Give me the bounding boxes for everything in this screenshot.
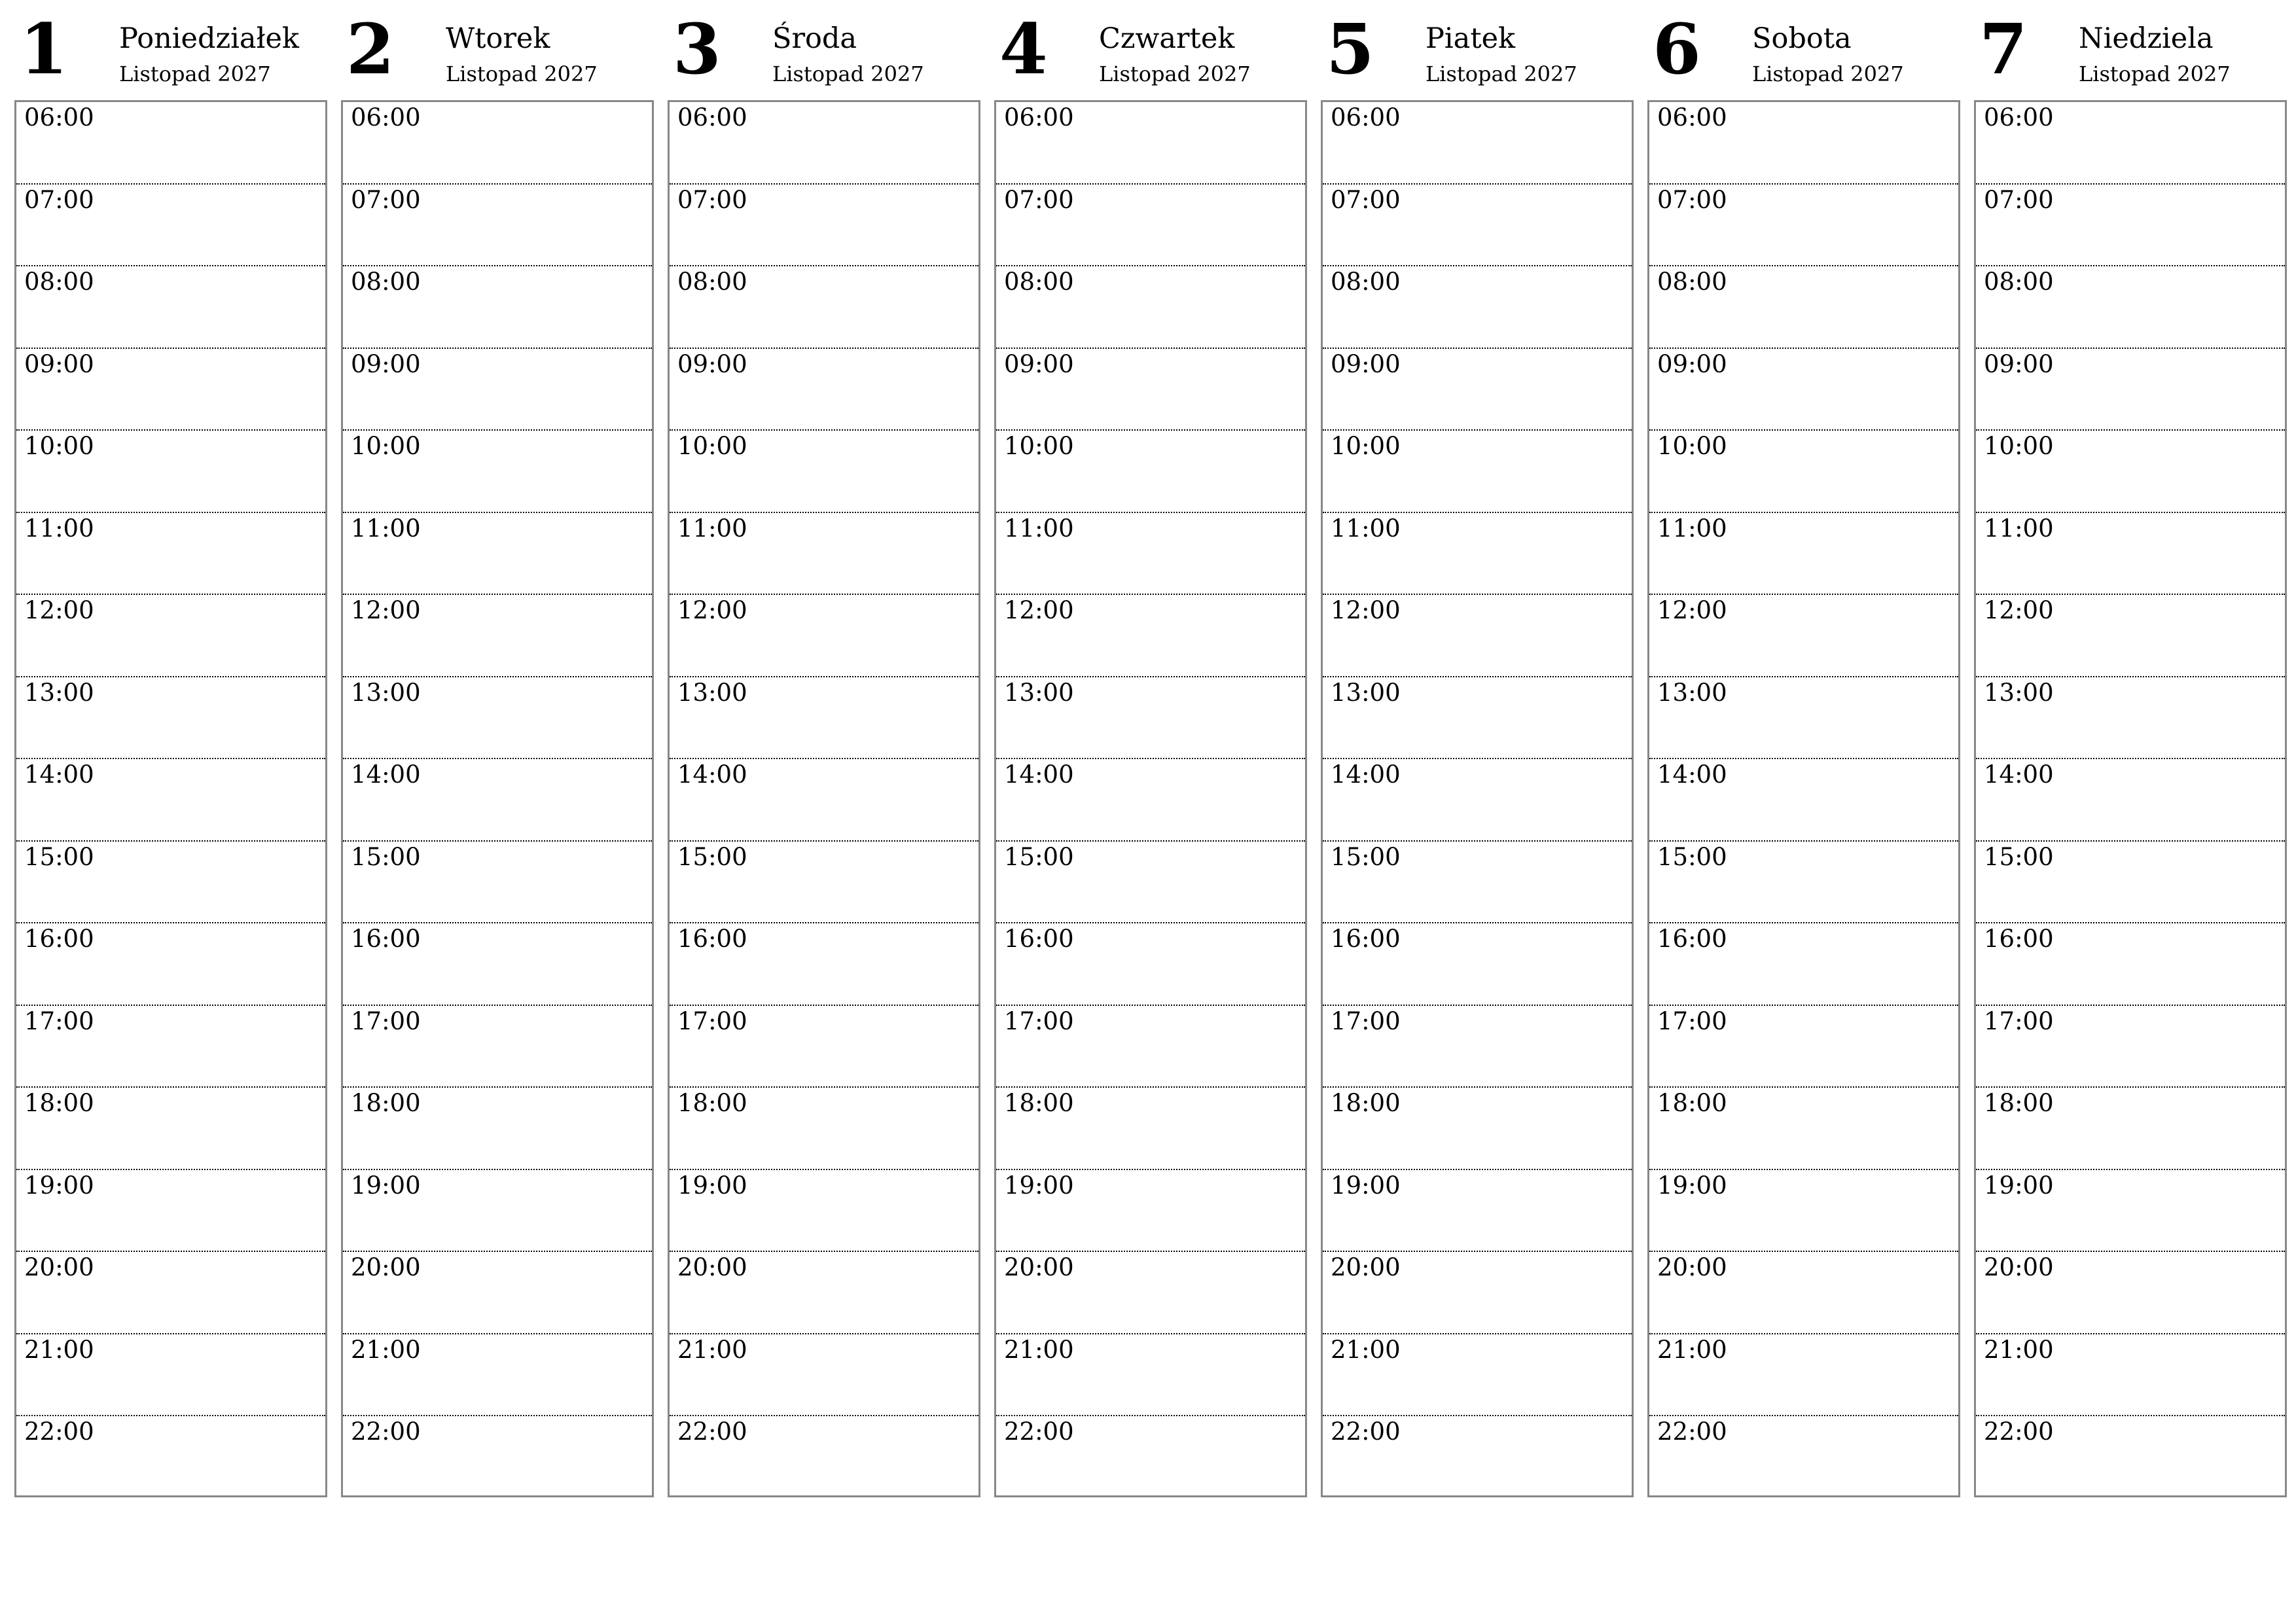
day-header bbox=[1647, 0, 1960, 101]
hour-slot[interactable] bbox=[1649, 1006, 1958, 1088]
hour-label: 14:00 bbox=[351, 760, 421, 789]
hour-slot[interactable] bbox=[1649, 349, 1958, 431]
hour-label: 14:00 bbox=[1984, 760, 2054, 789]
hour-slot[interactable] bbox=[1976, 1088, 2285, 1170]
hour-label: 21:00 bbox=[677, 1335, 747, 1364]
hour-slot[interactable] bbox=[670, 431, 978, 513]
hour-slot[interactable] bbox=[996, 1416, 1305, 1499]
hour-label: 06:00 bbox=[1004, 103, 1074, 132]
hour-slot[interactable] bbox=[1976, 1006, 2285, 1088]
hour-slot[interactable] bbox=[1649, 759, 1958, 842]
hour-label: 21:00 bbox=[351, 1335, 421, 1364]
day-schedule-box bbox=[1647, 100, 1960, 1497]
hour-slot[interactable] bbox=[996, 266, 1305, 349]
hour-slot[interactable] bbox=[670, 1416, 978, 1499]
hour-label: 11:00 bbox=[1657, 514, 1727, 543]
hour-slot[interactable] bbox=[670, 1006, 978, 1088]
hour-slot[interactable] bbox=[1649, 431, 1958, 513]
hour-label: 11:00 bbox=[1331, 514, 1401, 543]
hour-slot[interactable] bbox=[1323, 1170, 1632, 1253]
hour-slot[interactable] bbox=[343, 513, 652, 596]
hour-slot[interactable] bbox=[16, 677, 325, 760]
hour-slot[interactable] bbox=[1976, 759, 2285, 842]
hour-label: 06:00 bbox=[677, 103, 747, 132]
hour-label: 08:00 bbox=[1657, 268, 1727, 296]
day-schedule-box bbox=[341, 100, 654, 1497]
hour-label: 15:00 bbox=[677, 842, 747, 871]
hour-slot[interactable] bbox=[670, 513, 978, 596]
hour-label: 20:00 bbox=[24, 1253, 94, 1281]
hour-label: 21:00 bbox=[1004, 1335, 1074, 1364]
hour-label: 08:00 bbox=[1004, 268, 1074, 296]
hour-label: 20:00 bbox=[351, 1253, 421, 1281]
hour-slot[interactable] bbox=[16, 923, 325, 1006]
hour-slot[interactable] bbox=[996, 677, 1305, 760]
hour-label: 12:00 bbox=[351, 596, 421, 624]
hour-label: 19:00 bbox=[1984, 1171, 2054, 1200]
hour-label: 09:00 bbox=[351, 349, 421, 378]
hour-slot[interactable] bbox=[1649, 513, 1958, 596]
hour-slot[interactable] bbox=[343, 349, 652, 431]
hour-slot[interactable] bbox=[16, 1252, 325, 1334]
hour-label: 14:00 bbox=[24, 760, 94, 789]
hour-label: 18:00 bbox=[677, 1089, 747, 1117]
hour-slot[interactable] bbox=[1976, 185, 2285, 267]
hour-slot[interactable] bbox=[343, 266, 652, 349]
day-name: Sobota bbox=[1752, 22, 1852, 55]
hour-slot[interactable] bbox=[996, 1006, 1305, 1088]
hour-label: 19:00 bbox=[1004, 1171, 1074, 1200]
day-number: 4 bbox=[999, 8, 1048, 90]
day-name: Czwartek bbox=[1099, 22, 1235, 55]
hour-slot[interactable] bbox=[996, 923, 1305, 1006]
hour-label: 06:00 bbox=[1331, 103, 1401, 132]
hour-label: 13:00 bbox=[351, 678, 421, 707]
hour-slot[interactable] bbox=[1649, 595, 1958, 677]
day-schedule-box bbox=[668, 100, 980, 1497]
hour-label: 11:00 bbox=[1004, 514, 1074, 543]
hour-label: 09:00 bbox=[1331, 349, 1401, 378]
hour-slot[interactable] bbox=[1323, 266, 1632, 349]
hour-label: 15:00 bbox=[1984, 842, 2054, 871]
hour-slot[interactable] bbox=[670, 923, 978, 1006]
hour-slot[interactable] bbox=[1976, 1334, 2285, 1417]
hour-slot[interactable] bbox=[996, 595, 1305, 677]
hour-label: 07:00 bbox=[351, 185, 421, 214]
hour-label: 16:00 bbox=[351, 925, 421, 953]
hour-label: 20:00 bbox=[1331, 1253, 1401, 1281]
day-column bbox=[994, 0, 1307, 1446]
hour-label: 20:00 bbox=[1984, 1253, 2054, 1281]
hour-slot[interactable] bbox=[1976, 595, 2285, 677]
hour-label: 17:00 bbox=[1657, 1007, 1727, 1035]
hour-label: 06:00 bbox=[1657, 103, 1727, 132]
hour-label: 08:00 bbox=[1331, 268, 1401, 296]
hour-label: 10:00 bbox=[351, 432, 421, 460]
hour-label: 10:00 bbox=[1004, 432, 1074, 460]
hour-label: 21:00 bbox=[1657, 1335, 1727, 1364]
hour-label: 16:00 bbox=[677, 925, 747, 953]
hour-slot[interactable] bbox=[670, 1334, 978, 1417]
hour-label: 17:00 bbox=[351, 1007, 421, 1035]
hour-slot[interactable] bbox=[343, 595, 652, 677]
day-month-label: Listopad 2027 bbox=[1752, 62, 1904, 86]
hour-slot[interactable] bbox=[996, 431, 1305, 513]
hour-label: 18:00 bbox=[1984, 1089, 2054, 1117]
hour-label: 16:00 bbox=[1984, 925, 2054, 953]
hour-label: 14:00 bbox=[1004, 760, 1074, 789]
hour-slot[interactable] bbox=[343, 677, 652, 760]
day-month-label: Listopad 2027 bbox=[2079, 62, 2231, 86]
hour-label: 09:00 bbox=[24, 349, 94, 378]
hour-slot[interactable] bbox=[1649, 185, 1958, 267]
hour-label: 13:00 bbox=[1004, 678, 1074, 707]
hour-label: 19:00 bbox=[1657, 1171, 1727, 1200]
hour-slot[interactable] bbox=[1976, 842, 2285, 924]
hour-slot[interactable] bbox=[1323, 1088, 1632, 1170]
hour-slot[interactable] bbox=[670, 1170, 978, 1253]
day-number: 7 bbox=[1979, 8, 2028, 90]
hour-label: 22:00 bbox=[1657, 1418, 1727, 1446]
hour-slot[interactable] bbox=[343, 1006, 652, 1088]
hour-slot[interactable] bbox=[670, 759, 978, 842]
hour-slot[interactable] bbox=[343, 923, 652, 1006]
hour-slot[interactable] bbox=[343, 1252, 652, 1334]
hour-slot[interactable] bbox=[670, 677, 978, 760]
day-month-label: Listopad 2027 bbox=[772, 62, 924, 86]
day-number: 1 bbox=[20, 8, 68, 90]
hour-label: 12:00 bbox=[24, 596, 94, 624]
day-schedule-box bbox=[1321, 100, 1634, 1497]
hour-slot[interactable] bbox=[670, 349, 978, 431]
hour-slot[interactable] bbox=[343, 431, 652, 513]
hour-label: 07:00 bbox=[1657, 185, 1727, 214]
hour-slot[interactable] bbox=[1649, 677, 1958, 760]
day-header bbox=[341, 0, 654, 101]
hour-slot[interactable] bbox=[1976, 102, 2285, 185]
hour-slot[interactable] bbox=[1976, 513, 2285, 596]
hour-slot[interactable] bbox=[1323, 1252, 1632, 1334]
day-column bbox=[341, 0, 654, 1446]
hour-label: 10:00 bbox=[24, 432, 94, 460]
hour-slot[interactable] bbox=[1649, 1252, 1958, 1334]
hour-slot[interactable] bbox=[670, 595, 978, 677]
hour-label: 06:00 bbox=[24, 103, 94, 132]
hour-slot[interactable] bbox=[996, 102, 1305, 185]
day-column bbox=[1321, 0, 1634, 1446]
hour-slot[interactable] bbox=[16, 431, 325, 513]
hour-label: 22:00 bbox=[1004, 1418, 1074, 1446]
hour-label: 18:00 bbox=[24, 1089, 94, 1117]
hour-slot[interactable] bbox=[16, 185, 325, 267]
hour-label: 19:00 bbox=[677, 1171, 747, 1200]
hour-slot[interactable] bbox=[1976, 677, 2285, 760]
hour-slot[interactable] bbox=[996, 1334, 1305, 1417]
hour-slot[interactable] bbox=[1323, 185, 1632, 267]
day-header bbox=[668, 0, 980, 101]
hour-slot[interactable] bbox=[343, 1170, 652, 1253]
hour-slot[interactable] bbox=[670, 185, 978, 267]
hour-label: 07:00 bbox=[1984, 185, 2054, 214]
hour-slot[interactable] bbox=[670, 1088, 978, 1170]
hour-label: 08:00 bbox=[677, 268, 747, 296]
hour-slot[interactable] bbox=[1323, 595, 1632, 677]
hour-slot[interactable] bbox=[1323, 1006, 1632, 1088]
day-name: Wtorek bbox=[446, 22, 550, 55]
hour-label: 13:00 bbox=[1331, 678, 1401, 707]
hour-label: 20:00 bbox=[1004, 1253, 1074, 1281]
day-column bbox=[14, 0, 327, 1446]
hour-label: 11:00 bbox=[1984, 514, 2054, 543]
day-header bbox=[14, 0, 327, 101]
hour-label: 15:00 bbox=[1657, 842, 1727, 871]
hour-label: 10:00 bbox=[1984, 432, 2054, 460]
hour-slot[interactable] bbox=[1976, 923, 2285, 1006]
hour-slot[interactable] bbox=[16, 1006, 325, 1088]
hour-label: 19:00 bbox=[1331, 1171, 1401, 1200]
hour-label: 13:00 bbox=[1984, 678, 2054, 707]
hour-label: 06:00 bbox=[351, 103, 421, 132]
hour-slot[interactable] bbox=[16, 1170, 325, 1253]
hour-label: 17:00 bbox=[677, 1007, 747, 1035]
hour-label: 17:00 bbox=[1984, 1007, 2054, 1035]
day-column bbox=[668, 0, 980, 1446]
hour-slot[interactable] bbox=[996, 1088, 1305, 1170]
hour-label: 16:00 bbox=[1004, 925, 1074, 953]
day-name: Środa bbox=[772, 22, 857, 55]
hour-label: 20:00 bbox=[1657, 1253, 1727, 1281]
hour-label: 09:00 bbox=[677, 349, 747, 378]
hour-label: 21:00 bbox=[24, 1335, 94, 1364]
hour-slot[interactable] bbox=[1976, 1416, 2285, 1499]
hour-label: 10:00 bbox=[1657, 432, 1727, 460]
day-name: Poniedziałek bbox=[119, 22, 299, 55]
hour-slot[interactable] bbox=[16, 513, 325, 596]
hour-label: 12:00 bbox=[1004, 596, 1074, 624]
hour-slot[interactable] bbox=[1976, 349, 2285, 431]
hour-label: 15:00 bbox=[1004, 842, 1074, 871]
hour-slot[interactable] bbox=[16, 266, 325, 349]
hour-label: 22:00 bbox=[1331, 1418, 1401, 1446]
hour-slot[interactable] bbox=[1323, 842, 1632, 924]
hour-slot[interactable] bbox=[1649, 1334, 1958, 1417]
hour-label: 17:00 bbox=[1331, 1007, 1401, 1035]
day-column bbox=[1647, 0, 1960, 1446]
hour-slot[interactable] bbox=[670, 102, 978, 185]
hour-label: 18:00 bbox=[1657, 1089, 1727, 1117]
hour-slot[interactable] bbox=[16, 349, 325, 431]
hour-slot[interactable] bbox=[343, 185, 652, 267]
hour-slot[interactable] bbox=[996, 1252, 1305, 1334]
hour-label: 17:00 bbox=[24, 1007, 94, 1035]
day-column bbox=[1974, 0, 2287, 1446]
hour-label: 11:00 bbox=[24, 514, 94, 543]
hour-label: 08:00 bbox=[24, 268, 94, 296]
hour-label: 22:00 bbox=[24, 1418, 94, 1446]
hour-label: 12:00 bbox=[677, 596, 747, 624]
hour-slot[interactable] bbox=[343, 842, 652, 924]
hour-label: 09:00 bbox=[1657, 349, 1727, 378]
day-month-label: Listopad 2027 bbox=[446, 62, 598, 86]
hour-label: 17:00 bbox=[1004, 1007, 1074, 1035]
day-header bbox=[1974, 0, 2287, 101]
hour-slot[interactable] bbox=[670, 842, 978, 924]
hour-label: 19:00 bbox=[351, 1171, 421, 1200]
hour-slot[interactable] bbox=[1649, 923, 1958, 1006]
day-header bbox=[994, 0, 1307, 101]
hour-label: 18:00 bbox=[1004, 1089, 1074, 1117]
hour-slot[interactable] bbox=[1649, 1170, 1958, 1253]
hour-slot[interactable] bbox=[16, 595, 325, 677]
hour-slot[interactable] bbox=[670, 266, 978, 349]
hour-slot[interactable] bbox=[1323, 759, 1632, 842]
hour-slot[interactable] bbox=[16, 1334, 325, 1417]
hour-slot[interactable] bbox=[1649, 1416, 1958, 1499]
hour-label: 14:00 bbox=[1657, 760, 1727, 789]
hour-label: 12:00 bbox=[1984, 596, 2054, 624]
hour-slot[interactable] bbox=[996, 185, 1305, 267]
hour-slot[interactable] bbox=[996, 842, 1305, 924]
day-schedule-box bbox=[1974, 100, 2287, 1497]
hour-label: 15:00 bbox=[1331, 842, 1401, 871]
hour-slot[interactable] bbox=[1649, 842, 1958, 924]
hour-label: 07:00 bbox=[677, 185, 747, 214]
hour-label: 19:00 bbox=[24, 1171, 94, 1200]
hour-slot[interactable] bbox=[343, 1334, 652, 1417]
hour-label: 07:00 bbox=[24, 185, 94, 214]
hour-label: 08:00 bbox=[351, 268, 421, 296]
hour-label: 14:00 bbox=[677, 760, 747, 789]
day-schedule-box bbox=[994, 100, 1307, 1497]
hour-slot[interactable] bbox=[343, 1088, 652, 1170]
hour-label: 22:00 bbox=[351, 1418, 421, 1446]
day-number: 2 bbox=[346, 8, 395, 90]
hour-slot[interactable] bbox=[1323, 923, 1632, 1006]
hour-label: 10:00 bbox=[677, 432, 747, 460]
hour-slot[interactable] bbox=[1649, 1088, 1958, 1170]
hour-label: 09:00 bbox=[1004, 349, 1074, 378]
hour-label: 20:00 bbox=[677, 1253, 747, 1281]
hour-label: 13:00 bbox=[677, 678, 747, 707]
hour-slot[interactable] bbox=[996, 513, 1305, 596]
hour-label: 13:00 bbox=[1657, 678, 1727, 707]
hour-label: 11:00 bbox=[351, 514, 421, 543]
hour-slot[interactable] bbox=[1649, 266, 1958, 349]
hour-label: 11:00 bbox=[677, 514, 747, 543]
day-month-label: Listopad 2027 bbox=[119, 62, 271, 86]
hour-slot[interactable] bbox=[16, 842, 325, 924]
hour-label: 18:00 bbox=[351, 1089, 421, 1117]
day-name: Piatek bbox=[1426, 22, 1516, 55]
hour-slot[interactable] bbox=[1323, 102, 1632, 185]
hour-slot[interactable] bbox=[996, 1170, 1305, 1253]
hour-slot[interactable] bbox=[1976, 1252, 2285, 1334]
hour-label: 07:00 bbox=[1331, 185, 1401, 214]
hour-slot[interactable] bbox=[1323, 1416, 1632, 1499]
hour-slot[interactable] bbox=[996, 759, 1305, 842]
hour-slot[interactable] bbox=[343, 102, 652, 185]
hour-label: 22:00 bbox=[1984, 1418, 2054, 1446]
hour-slot[interactable] bbox=[16, 1088, 325, 1170]
hour-label: 16:00 bbox=[1657, 925, 1727, 953]
day-number: 5 bbox=[1326, 8, 1374, 90]
hour-slot[interactable] bbox=[1649, 102, 1958, 185]
hour-label: 07:00 bbox=[1004, 185, 1074, 214]
hour-slot[interactable] bbox=[16, 759, 325, 842]
hour-label: 21:00 bbox=[1984, 1335, 2054, 1364]
hour-slot[interactable] bbox=[1976, 266, 2285, 349]
hour-slot[interactable] bbox=[343, 1416, 652, 1499]
day-number: 6 bbox=[1653, 8, 1701, 90]
day-name: Niedziela bbox=[2079, 22, 2214, 55]
hour-label: 22:00 bbox=[677, 1418, 747, 1446]
day-header bbox=[1321, 0, 1634, 101]
hour-label: 16:00 bbox=[1331, 925, 1401, 953]
hour-label: 14:00 bbox=[1331, 760, 1401, 789]
hour-label: 08:00 bbox=[1984, 268, 2054, 296]
hour-label: 12:00 bbox=[1657, 596, 1727, 624]
hour-label: 15:00 bbox=[351, 842, 421, 871]
hour-label: 13:00 bbox=[24, 678, 94, 707]
hour-slot[interactable] bbox=[1976, 1170, 2285, 1253]
hour-slot[interactable] bbox=[1323, 349, 1632, 431]
hour-label: 12:00 bbox=[1331, 596, 1401, 624]
hour-label: 21:00 bbox=[1331, 1335, 1401, 1364]
hour-slot[interactable] bbox=[1323, 431, 1632, 513]
hour-label: 09:00 bbox=[1984, 349, 2054, 378]
hour-slot[interactable] bbox=[16, 102, 325, 185]
hour-slot[interactable] bbox=[343, 759, 652, 842]
hour-slot[interactable] bbox=[16, 1416, 325, 1499]
hour-label: 06:00 bbox=[1984, 103, 2054, 132]
hour-slot[interactable] bbox=[1976, 431, 2285, 513]
hour-slot[interactable] bbox=[670, 1252, 978, 1334]
day-number: 3 bbox=[673, 8, 721, 90]
day-month-label: Listopad 2027 bbox=[1426, 62, 1577, 86]
day-schedule-box bbox=[14, 100, 327, 1497]
hour-slot[interactable] bbox=[1323, 1334, 1632, 1417]
hour-slot[interactable] bbox=[1323, 677, 1632, 760]
hour-slot[interactable] bbox=[1323, 513, 1632, 596]
day-month-label: Listopad 2027 bbox=[1099, 62, 1251, 86]
hour-label: 10:00 bbox=[1331, 432, 1401, 460]
hour-label: 15:00 bbox=[24, 842, 94, 871]
hour-label: 16:00 bbox=[24, 925, 94, 953]
hour-label: 18:00 bbox=[1331, 1089, 1401, 1117]
hour-slot[interactable] bbox=[996, 349, 1305, 431]
